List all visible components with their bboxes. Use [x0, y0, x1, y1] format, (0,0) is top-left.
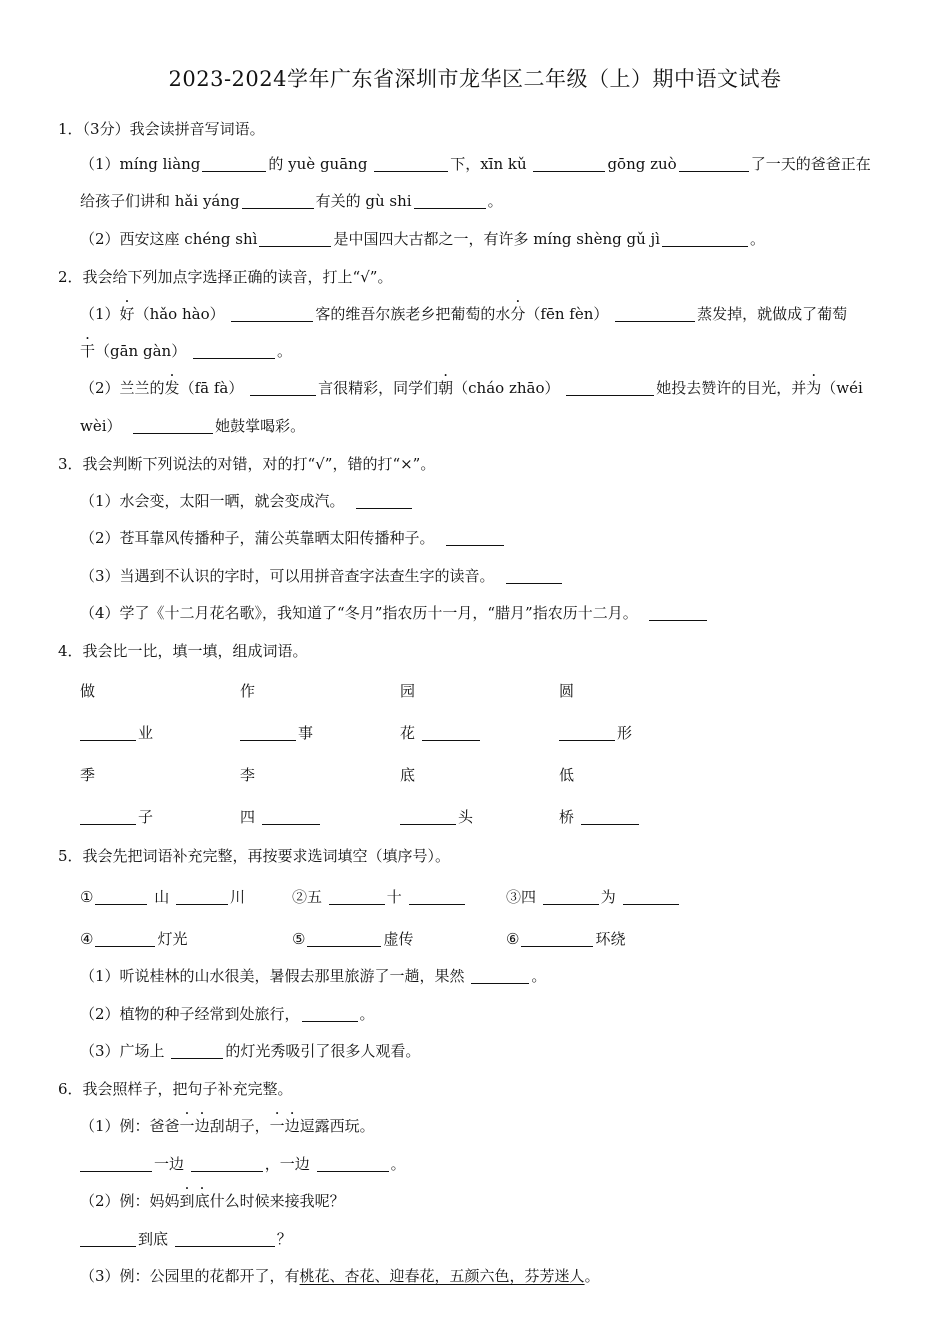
text: 蒸发掉，就做成了葡萄	[697, 305, 848, 323]
text: 头	[458, 808, 474, 826]
answer-blank[interactable]	[202, 156, 266, 172]
text: （2）例：妈妈	[80, 1192, 180, 1210]
char: 圆	[559, 682, 575, 700]
answer-blank[interactable]	[176, 889, 228, 905]
text: 事	[298, 724, 314, 742]
text: 桥	[559, 808, 575, 826]
text: （1）水会变，太阳一晒，就会变成汽。	[80, 492, 345, 510]
dotted-char: 好	[119, 305, 135, 323]
char: 做	[80, 682, 96, 700]
text: 她鼓掌喝彩。	[215, 417, 306, 435]
text: 给孩子们讲和 hǎi yáng	[80, 192, 240, 210]
question-6-fill-1	[80, 1154, 406, 1174]
dotted-char: 底	[194, 1192, 210, 1210]
answer-blank[interactable]	[193, 343, 275, 359]
text: （1）míng liàng	[80, 155, 201, 173]
answer-blank[interactable]	[422, 725, 480, 741]
idiom-5	[292, 928, 413, 949]
text: 川	[230, 888, 246, 906]
text: （1）	[80, 305, 120, 323]
answer-blank[interactable]	[175, 1231, 275, 1247]
answer-blank[interactable]	[329, 889, 385, 905]
page-title: 2023-2024学年广东省深圳市龙华区二年级（上）期中语文试卷	[168, 67, 782, 91]
idiom-3	[506, 886, 681, 907]
text: 花	[400, 724, 416, 742]
word-fill	[240, 722, 313, 743]
answer-blank[interactable]	[623, 889, 679, 905]
text: 逗露西玩。	[299, 1117, 375, 1135]
question-1-line-3	[80, 229, 765, 249]
dotted-char: 一	[179, 1117, 195, 1135]
question-2-line-1	[80, 304, 847, 324]
question-6-fill-2	[80, 1229, 292, 1249]
question-6-heading: 6．我会照样子，把句子补充完整。	[58, 1080, 293, 1098]
text: gōng zuò	[607, 155, 677, 173]
text: 客的维吾尔族老乡把葡萄的水	[315, 305, 511, 323]
answer-blank[interactable]	[95, 889, 147, 905]
text: 一边	[154, 1155, 185, 1173]
text: 了一天的爸爸正在	[750, 155, 871, 173]
text: ，一边	[264, 1155, 310, 1173]
question-3-item	[80, 528, 506, 548]
underlined-text: 桃花、杏花、迎春花，五颜六色，芬芳迷人	[299, 1267, 585, 1285]
word-fill	[240, 806, 322, 827]
question-2-line-3	[80, 378, 863, 398]
text: ④	[80, 930, 94, 948]
text: ③四	[506, 888, 537, 906]
dotted-char: 边	[284, 1117, 300, 1135]
question-6-example-1	[80, 1116, 375, 1136]
answer-blank[interactable]	[191, 1156, 263, 1172]
word-fill	[80, 806, 153, 827]
char: 园	[400, 682, 416, 700]
question-3-item	[80, 603, 709, 623]
text: 形	[617, 724, 633, 742]
idiom-4	[80, 928, 187, 949]
answer-blank[interactable]	[250, 380, 316, 396]
text: 。	[531, 967, 547, 985]
dotted-char: 到	[179, 1192, 195, 1210]
answer-blank[interactable]	[662, 231, 748, 247]
text: （cháo zhāo）	[453, 379, 560, 397]
text: 到底	[138, 1230, 169, 1248]
question-6-example-2	[80, 1191, 345, 1211]
text: （3）广场上	[80, 1042, 165, 1060]
text: 的 yuè guāng	[268, 155, 368, 173]
char: 底	[400, 766, 416, 784]
answer-blank[interactable]	[302, 1006, 358, 1022]
dotted-char: 朝	[438, 379, 454, 397]
text: （3）例：公园里的花都开了，有	[80, 1267, 300, 1285]
char: 李	[240, 766, 256, 784]
answer-blank[interactable]	[471, 968, 529, 984]
idiom-6	[506, 928, 625, 949]
dotted-char: 边	[194, 1117, 210, 1135]
question-3-heading: 3．我会判断下列说法的对错，对的打“√”，错的打“×”。	[58, 455, 436, 473]
answer-blank[interactable]	[559, 725, 615, 741]
text: 四	[240, 808, 256, 826]
text: ⑥	[506, 930, 520, 948]
text: （fēn fèn）	[525, 305, 609, 323]
answer-blank[interactable]	[95, 931, 155, 947]
answer-blank[interactable]	[259, 231, 331, 247]
answer-blank[interactable]	[133, 418, 213, 434]
question-4-heading: 4．我会比一比，填一填，组成词语。	[58, 642, 308, 660]
question-5-heading: 5．我会先把词语补充完整，再按要求选词填空（填序号）。	[58, 847, 451, 865]
text: 十	[386, 888, 402, 906]
text: 是中国四大古都之一，有许多 míng shèng gǔ jì	[333, 230, 661, 248]
answer-blank[interactable]	[171, 1043, 223, 1059]
answer-blank[interactable]	[80, 1156, 152, 1172]
text: wèi）	[80, 417, 122, 435]
answer-blank[interactable]	[307, 931, 381, 947]
answer-blank[interactable]	[679, 156, 749, 172]
text: （2）西安这座 chéng shì	[80, 230, 258, 248]
answer-blank[interactable]	[446, 530, 504, 546]
answer-blank[interactable]	[400, 809, 456, 825]
text: 。	[750, 230, 766, 248]
dotted-char: 发	[164, 379, 180, 397]
text: （hǎo hào）	[134, 305, 225, 323]
answer-blank[interactable]	[80, 725, 136, 741]
answer-blank[interactable]	[262, 809, 320, 825]
text: （2）苍耳靠风传播种子，蒲公英靠晒太阳传播种子。	[80, 529, 435, 547]
question-1-heading: 1．（3分）我会读拼音写词语。	[58, 120, 265, 138]
text: 的灯光秀吸引了很多人观看。	[225, 1042, 421, 1060]
question-2-line-2	[80, 341, 292, 361]
text: 。	[390, 1155, 406, 1173]
text: 。	[584, 1267, 600, 1285]
answer-blank[interactable]	[615, 306, 695, 322]
answer-blank[interactable]	[521, 931, 593, 947]
idiom-1	[80, 886, 245, 907]
answer-blank[interactable]	[409, 889, 465, 905]
char: 低	[559, 766, 575, 784]
word-fill	[559, 806, 641, 827]
dotted-char: 分	[510, 305, 526, 323]
question-6-example-3	[80, 1266, 600, 1286]
answer-blank[interactable]	[566, 380, 654, 396]
text: 言很精彩，同学们	[318, 379, 439, 397]
text: 。	[359, 1005, 375, 1023]
question-3-item	[80, 491, 414, 511]
text: 虚传	[383, 930, 414, 948]
text: 环绕	[595, 930, 626, 948]
text: 有关的 gù shi	[315, 192, 412, 210]
text: 刮胡子，	[209, 1117, 270, 1135]
text: （2）兰兰的	[80, 379, 165, 397]
text: 子	[138, 808, 154, 826]
text: 山	[154, 888, 170, 906]
idiom-2	[292, 886, 467, 907]
dotted-char: 为	[806, 379, 822, 397]
char: 作	[240, 682, 256, 700]
word-fill	[400, 806, 473, 827]
text: 下，xīn kǔ	[450, 155, 527, 173]
question-2-heading: 2．我会给下列加点字选择正确的读音，打上“√”。	[58, 268, 393, 286]
text: ⑤	[292, 930, 306, 948]
text: （wéi	[821, 379, 863, 397]
answer-blank[interactable]	[414, 193, 486, 209]
answer-blank[interactable]	[506, 568, 562, 584]
text: 。	[487, 192, 503, 210]
answer-blank[interactable]	[581, 809, 639, 825]
dotted-char: 一	[269, 1117, 285, 1135]
text: ②五	[292, 888, 323, 906]
text: （1）例：爸爸	[80, 1117, 180, 1135]
text: （2）植物的种子经常到处旅行，	[80, 1005, 300, 1023]
answer-blank[interactable]	[356, 493, 412, 509]
text: 。	[276, 342, 292, 360]
answer-blank[interactable]	[543, 889, 599, 905]
text: （4）学了《十二月花名歌》，我知道了“冬月”指农历十一月，“腊月”指农历十二月。	[80, 604, 638, 622]
char: 季	[80, 766, 96, 784]
text: ？	[276, 1230, 292, 1248]
text: （3）当遇到不认识的字时，可以用拼音查字法查生字的读音。	[80, 567, 495, 585]
text: 她投去赞许的目光，并	[656, 379, 807, 397]
text: （1）听说桂林的山水很美，暑假去那里旅游了一趟，果然	[80, 967, 465, 985]
question-1-line-2	[80, 191, 503, 211]
text: （fā fà）	[179, 379, 244, 397]
text: ①	[80, 888, 94, 906]
answer-blank[interactable]	[242, 193, 314, 209]
question-1-line-1	[80, 154, 871, 174]
dotted-char: 干	[80, 342, 96, 360]
answer-blank[interactable]	[240, 725, 296, 741]
answer-blank[interactable]	[80, 809, 136, 825]
text: 业	[138, 724, 154, 742]
question-2-line-4	[80, 416, 305, 436]
text: （gān gàn）	[95, 342, 187, 360]
text: 为	[600, 888, 616, 906]
question-5-sentence-3	[80, 1041, 420, 1061]
answer-blank[interactable]	[649, 605, 707, 621]
answer-blank[interactable]	[80, 1231, 136, 1247]
word-fill	[559, 722, 632, 743]
word-fill	[80, 722, 153, 743]
text: 什么时候来接我呢？	[209, 1192, 345, 1210]
answer-blank[interactable]	[231, 306, 313, 322]
text: 灯光	[157, 930, 188, 948]
word-fill	[400, 722, 482, 743]
answer-blank[interactable]	[374, 156, 448, 172]
question-5-sentence-1	[80, 966, 546, 986]
answer-blank[interactable]	[533, 156, 605, 172]
question-5-sentence-2	[80, 1004, 375, 1024]
answer-blank[interactable]	[317, 1156, 389, 1172]
question-3-item	[80, 566, 564, 586]
